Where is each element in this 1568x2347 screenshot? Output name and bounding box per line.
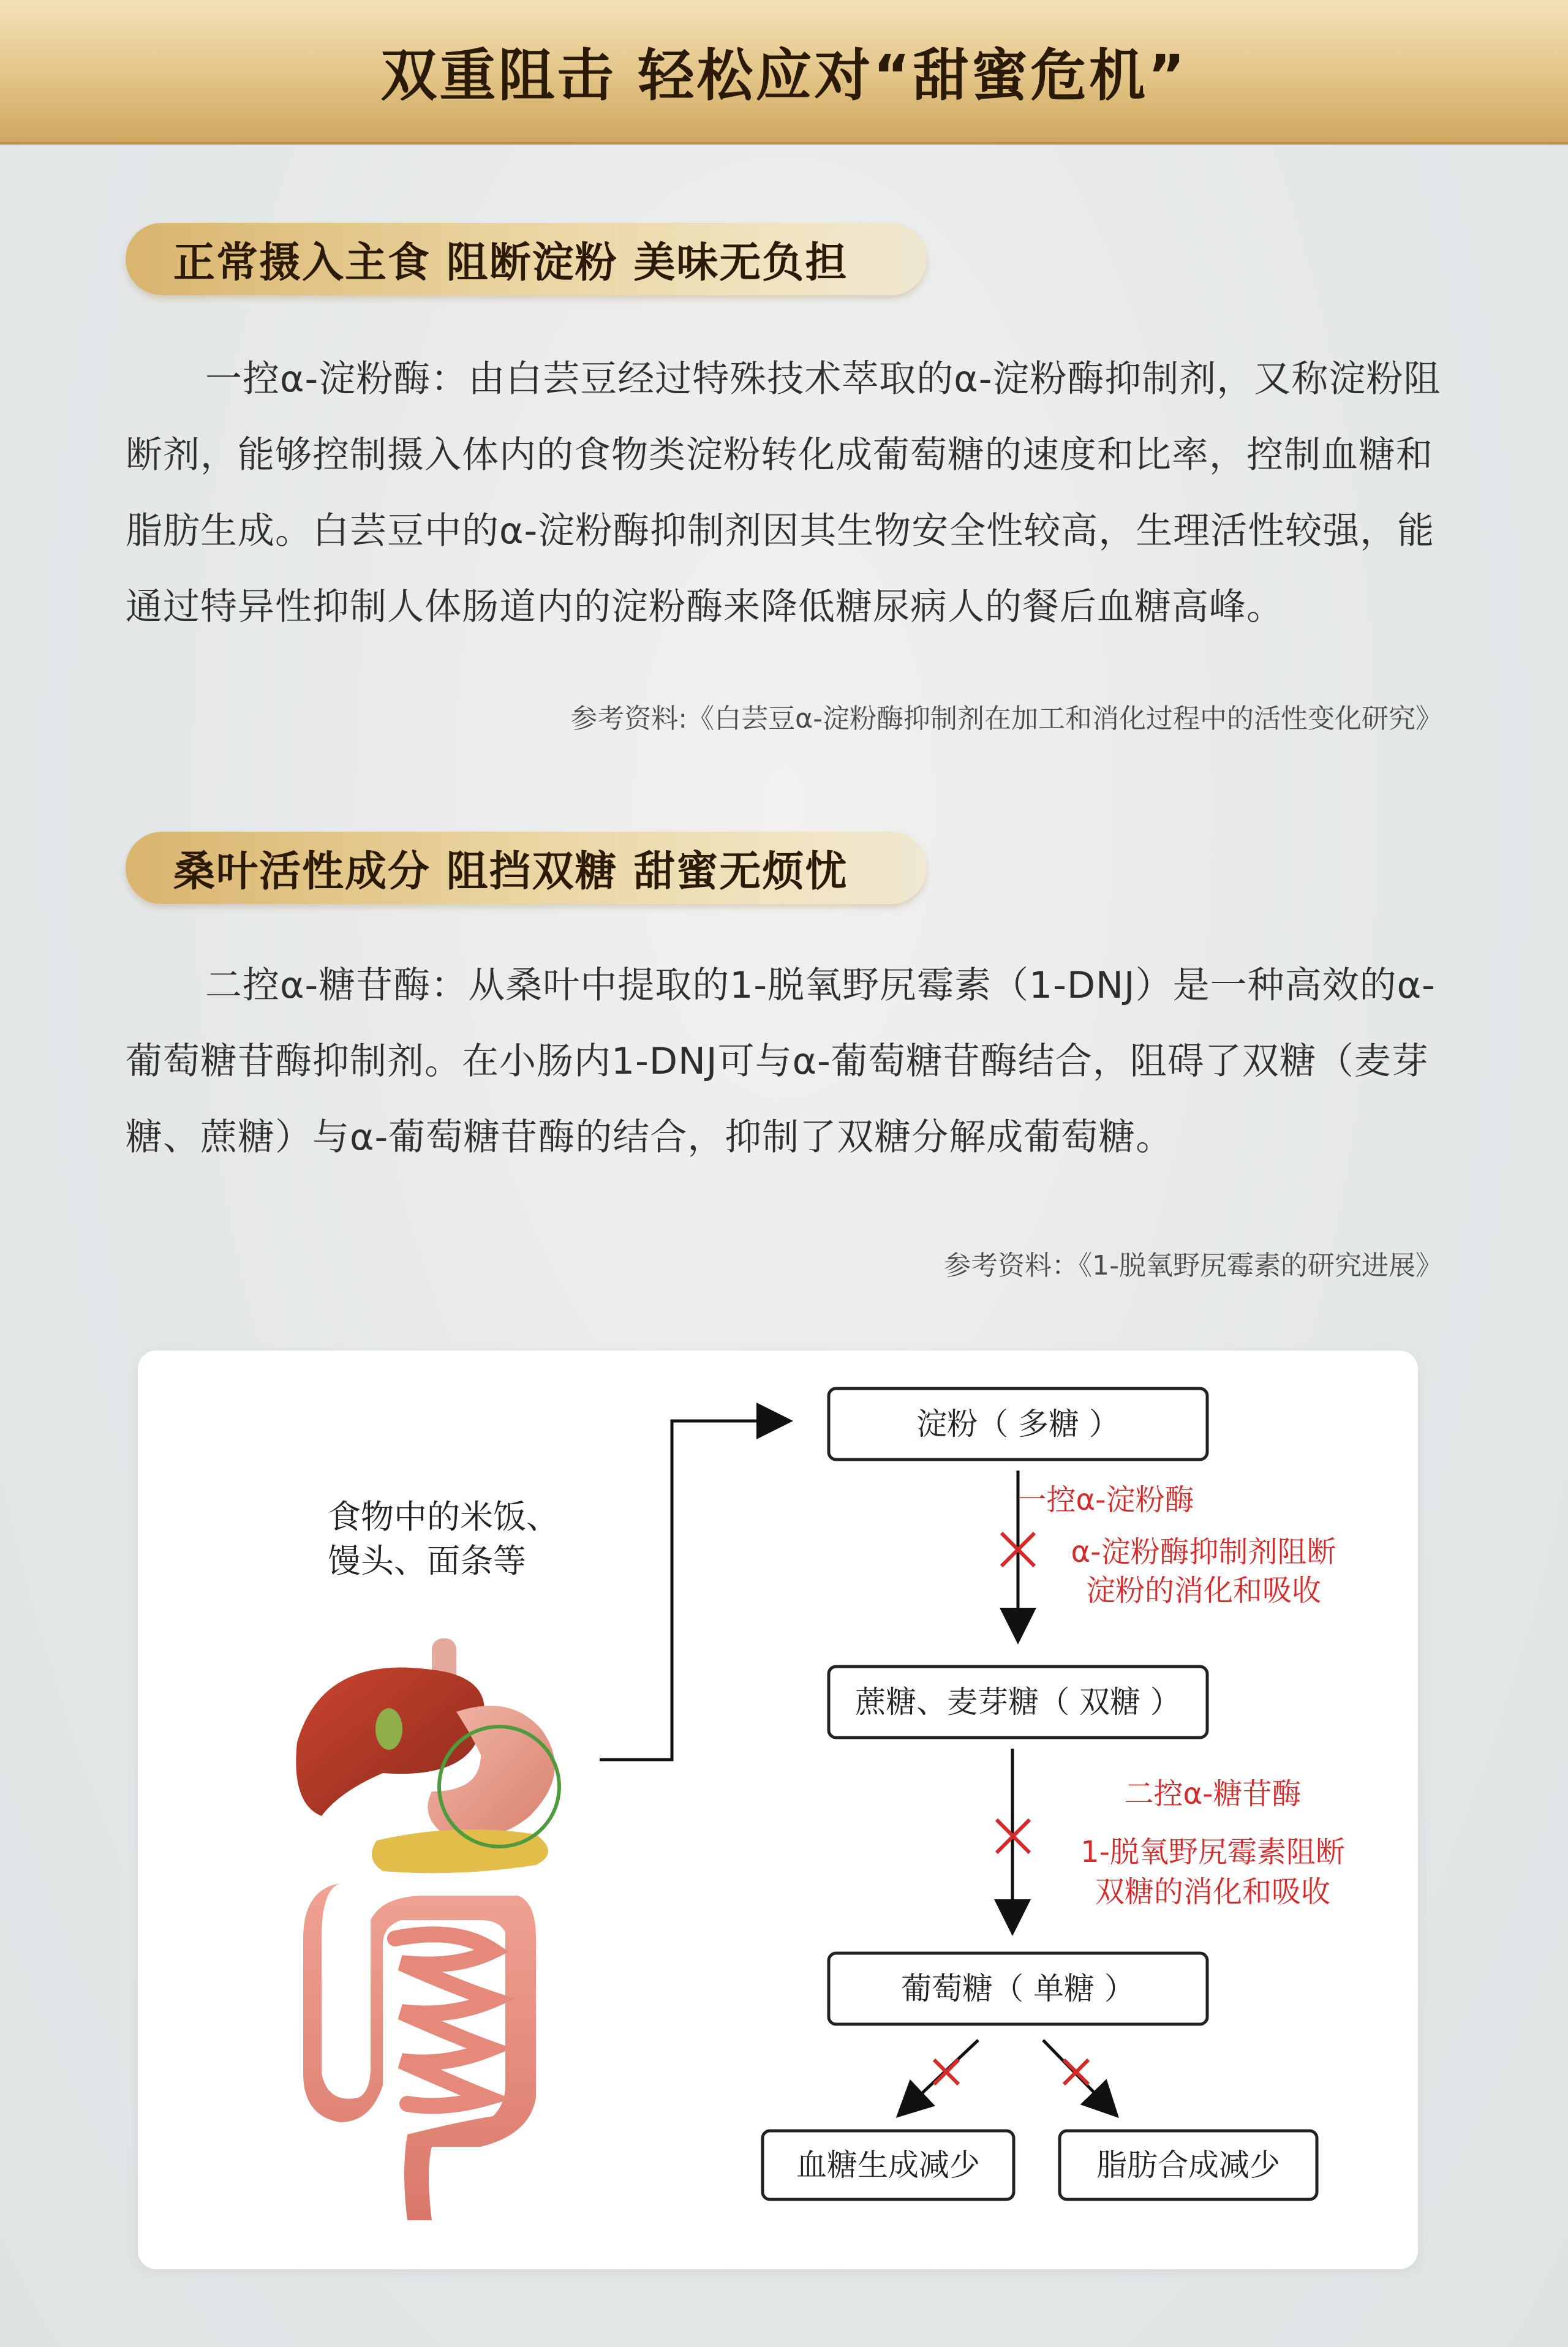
diagram-card bbox=[138, 1351, 1418, 2269]
blood-sugar-box-label: 血糖生成减少 bbox=[796, 2147, 980, 2183]
block-x-icon bbox=[1064, 2060, 1088, 2084]
fat-box bbox=[1060, 2131, 1317, 2199]
control1-line1: α-淀粉酶抑制剂阻断 bbox=[1071, 1535, 1336, 1569]
stomach-to-starch-arrow bbox=[600, 1421, 787, 1760]
digestion-flow-diagram bbox=[138, 1351, 1418, 2269]
section1-heading-pill bbox=[126, 223, 927, 295]
page-title: 双重阻击 轻松应对“甜蜜危机” bbox=[380, 43, 1188, 108]
control2-line1: 1-脱氧野尻霉素阻断 bbox=[1080, 1835, 1345, 1869]
disaccharide-box-label: 蔗糖、麦芽糖（ 双糖 ） bbox=[855, 1684, 1181, 1720]
control1-title: 一控α-淀粉酶 bbox=[1017, 1483, 1194, 1517]
fat-box-label: 脂肪合成减少 bbox=[1096, 2147, 1280, 2183]
starch-box-label: 淀粉（ 多糖 ） bbox=[916, 1406, 1120, 1442]
title-banner bbox=[0, 0, 1568, 145]
control2-title: 二控α-糖苷酶 bbox=[1124, 1777, 1302, 1811]
food-label-line1: 食物中的米饭、 bbox=[328, 1497, 559, 1536]
blood-sugar-box bbox=[763, 2131, 1014, 2199]
starch-box bbox=[829, 1388, 1207, 1460]
section2-body: 二控α-糖苷酶：从桑叶中提取的1-脱氧野尻霉素（1-DNJ）是一种高效的α-葡萄糖苷酶抑制剂。在小肠内1-DNJ可与α-葡萄糖苷酶结合，阻碍了双糖（麦芽糖、蔗糖）与α-葡萄糖苷酶的结合，抑制了双糖分解成葡萄糖。 bbox=[126, 964, 1436, 1159]
section2-reference: 参考资料：《1-脱氧野尻霉素的研究进展》 bbox=[944, 1250, 1442, 1281]
control2-line2: 双糖的消化和吸收 bbox=[1095, 1875, 1331, 1909]
food-label-line2: 馒头、面条等 bbox=[328, 1542, 526, 1580]
section1-body: 一控α-淀粉酶：由白芸豆经过特殊技术萃取的α-淀粉酶抑制剂，又称淀粉阻断剂，能够控制摄入体内的食物类淀粉转化成葡萄糖的速度和比率，控制血糖和脂肪生成。白芸豆中的α-淀粉酶抑制剂因其生物安全性较高，生理活性较强，能通过特异性抑制人体肠道内的淀粉酶来降低糖尿病人的餐后血糖高峰。 bbox=[126, 358, 1441, 628]
block-x-icon bbox=[934, 2060, 959, 2084]
section2-heading: 桑叶活性成分 阻挡双糖 甜蜜无烦忧 bbox=[173, 847, 848, 896]
glucose-box bbox=[829, 1953, 1207, 2024]
glucose-box-label: 葡萄糖（ 单糖 ） bbox=[901, 1971, 1135, 2006]
disaccharide-box bbox=[829, 1667, 1207, 1738]
section1-reference: 参考资料:《白芸豆α-淀粉酶抑制剂在加工和消化过程中的活性变化研究》 bbox=[570, 703, 1442, 734]
control1-line2: 淀粉的消化和吸收 bbox=[1085, 1573, 1322, 1608]
section2-heading-pill bbox=[126, 832, 927, 904]
section1-heading: 正常摄入主食 阻断淀粉 美味无负担 bbox=[173, 238, 848, 287]
digestive-system-illustration bbox=[296, 1638, 559, 2220]
